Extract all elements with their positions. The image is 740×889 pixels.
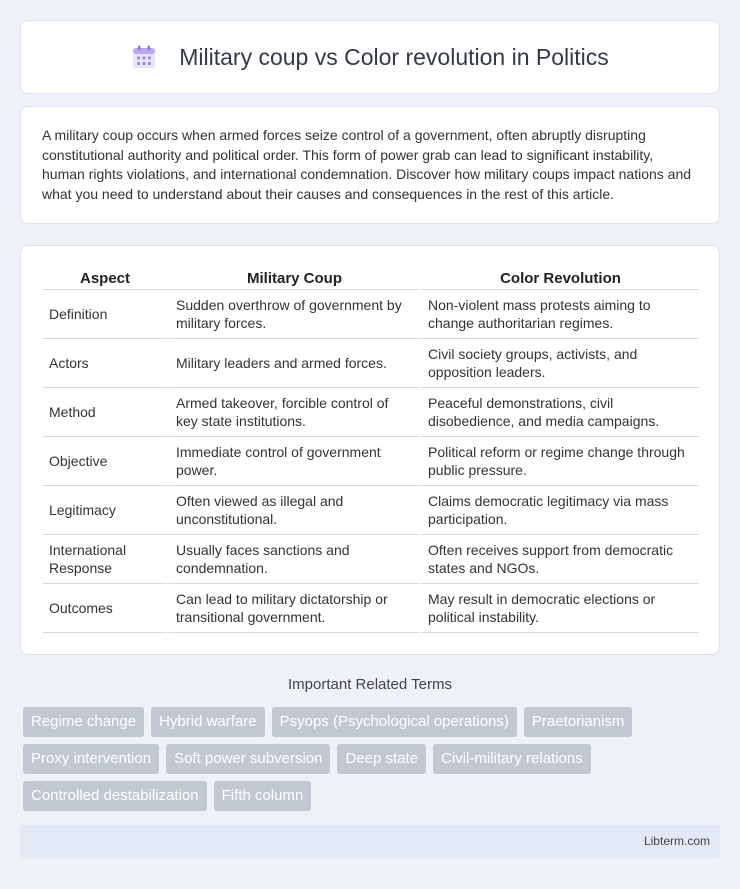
cell-color-revolution: May result in democratic elections or political instability. bbox=[419, 584, 699, 633]
related-term-tag[interactable]: Hybrid warfare bbox=[151, 707, 265, 737]
related-term-tag[interactable]: Deep state bbox=[337, 744, 426, 774]
cell-aspect: Definition bbox=[43, 290, 167, 339]
cell-color-revolution: Civil society groups, activists, and opposition leaders. bbox=[419, 339, 699, 388]
related-term-tag[interactable]: Civil-military relations bbox=[433, 744, 591, 774]
cell-aspect: Method bbox=[43, 388, 167, 437]
table-header-row bbox=[43, 266, 699, 290]
page-title: Military coup vs Color revolution in Politics bbox=[179, 43, 609, 70]
cell-color-revolution: Non-violent mass protests aiming to change authoritarian regimes. bbox=[419, 290, 699, 339]
cell-military-coup: Immediate control of government power. bbox=[167, 437, 419, 486]
footer bbox=[20, 825, 720, 858]
header-aspect: Aspect bbox=[43, 266, 167, 290]
cell-military-coup: Often viewed as illegal and unconstitutional. bbox=[167, 486, 419, 535]
table-row bbox=[43, 339, 699, 388]
cell-color-revolution: Peaceful demonstrations, civil disobedience, and media campaigns. bbox=[419, 388, 699, 437]
related-terms-title: Important Related Terms bbox=[288, 676, 452, 693]
header-military-coup: Military Coup bbox=[167, 266, 419, 290]
cell-military-coup: Usually faces sanctions and condemnation. bbox=[167, 535, 419, 584]
comparison-table-card bbox=[20, 245, 720, 655]
table-row bbox=[43, 388, 699, 437]
related-term-tag[interactable]: Proxy intervention bbox=[23, 744, 159, 774]
related-term-tag[interactable]: Fifth column bbox=[214, 781, 312, 811]
cell-aspect: Objective bbox=[43, 437, 167, 486]
table-row bbox=[43, 437, 699, 486]
cell-color-revolution: Often receives support from democratic states and NGOs. bbox=[419, 535, 699, 584]
related-term-tag[interactable]: Regime change bbox=[23, 707, 144, 737]
related-term-tag[interactable]: Soft power subversion bbox=[166, 744, 330, 774]
intro-card bbox=[20, 106, 720, 224]
related-terms-list bbox=[23, 707, 713, 811]
cell-military-coup: Can lead to military dictatorship or transitional government. bbox=[167, 584, 419, 633]
table-row bbox=[43, 290, 699, 339]
comparison-table bbox=[43, 266, 699, 633]
cell-aspect: Outcomes bbox=[43, 584, 167, 633]
footer-site-link[interactable]: Libterm.com bbox=[643, 834, 710, 848]
intro-paragraph: A military coup occurs when armed forces seize control of a government, often abruptly disrupting constitutional authority and political order. This form of power grab can lead to significant instability, human rights violations, and international condemnation. Discover how military coups impact nations and what you need to understand about their causes and consequences in the rest of this article. bbox=[42, 127, 692, 202]
table-row bbox=[43, 535, 699, 584]
header-color-revolution: Color Revolution bbox=[419, 266, 699, 290]
related-term-tag[interactable]: Psyops (Psychological operations) bbox=[272, 707, 517, 737]
cell-aspect: Actors bbox=[43, 339, 167, 388]
related-term-tag[interactable]: Controlled destabilization bbox=[23, 781, 207, 811]
calendar-grid-icon bbox=[131, 44, 157, 70]
cell-military-coup: Military leaders and armed forces. bbox=[167, 339, 419, 388]
table-row bbox=[43, 486, 699, 535]
cell-military-coup: Sudden overthrow of government by military forces. bbox=[167, 290, 419, 339]
cell-aspect: International Response bbox=[43, 535, 167, 584]
cell-military-coup: Armed takeover, forcible control of key state institutions. bbox=[167, 388, 419, 437]
table-row bbox=[43, 584, 699, 633]
header-card bbox=[20, 20, 720, 94]
related-term-tag[interactable]: Praetorianism bbox=[524, 707, 633, 737]
cell-aspect: Legitimacy bbox=[43, 486, 167, 535]
cell-color-revolution: Political reform or regime change through public pressure. bbox=[419, 437, 699, 486]
cell-color-revolution: Claims democratic legitimacy via mass participation. bbox=[419, 486, 699, 535]
